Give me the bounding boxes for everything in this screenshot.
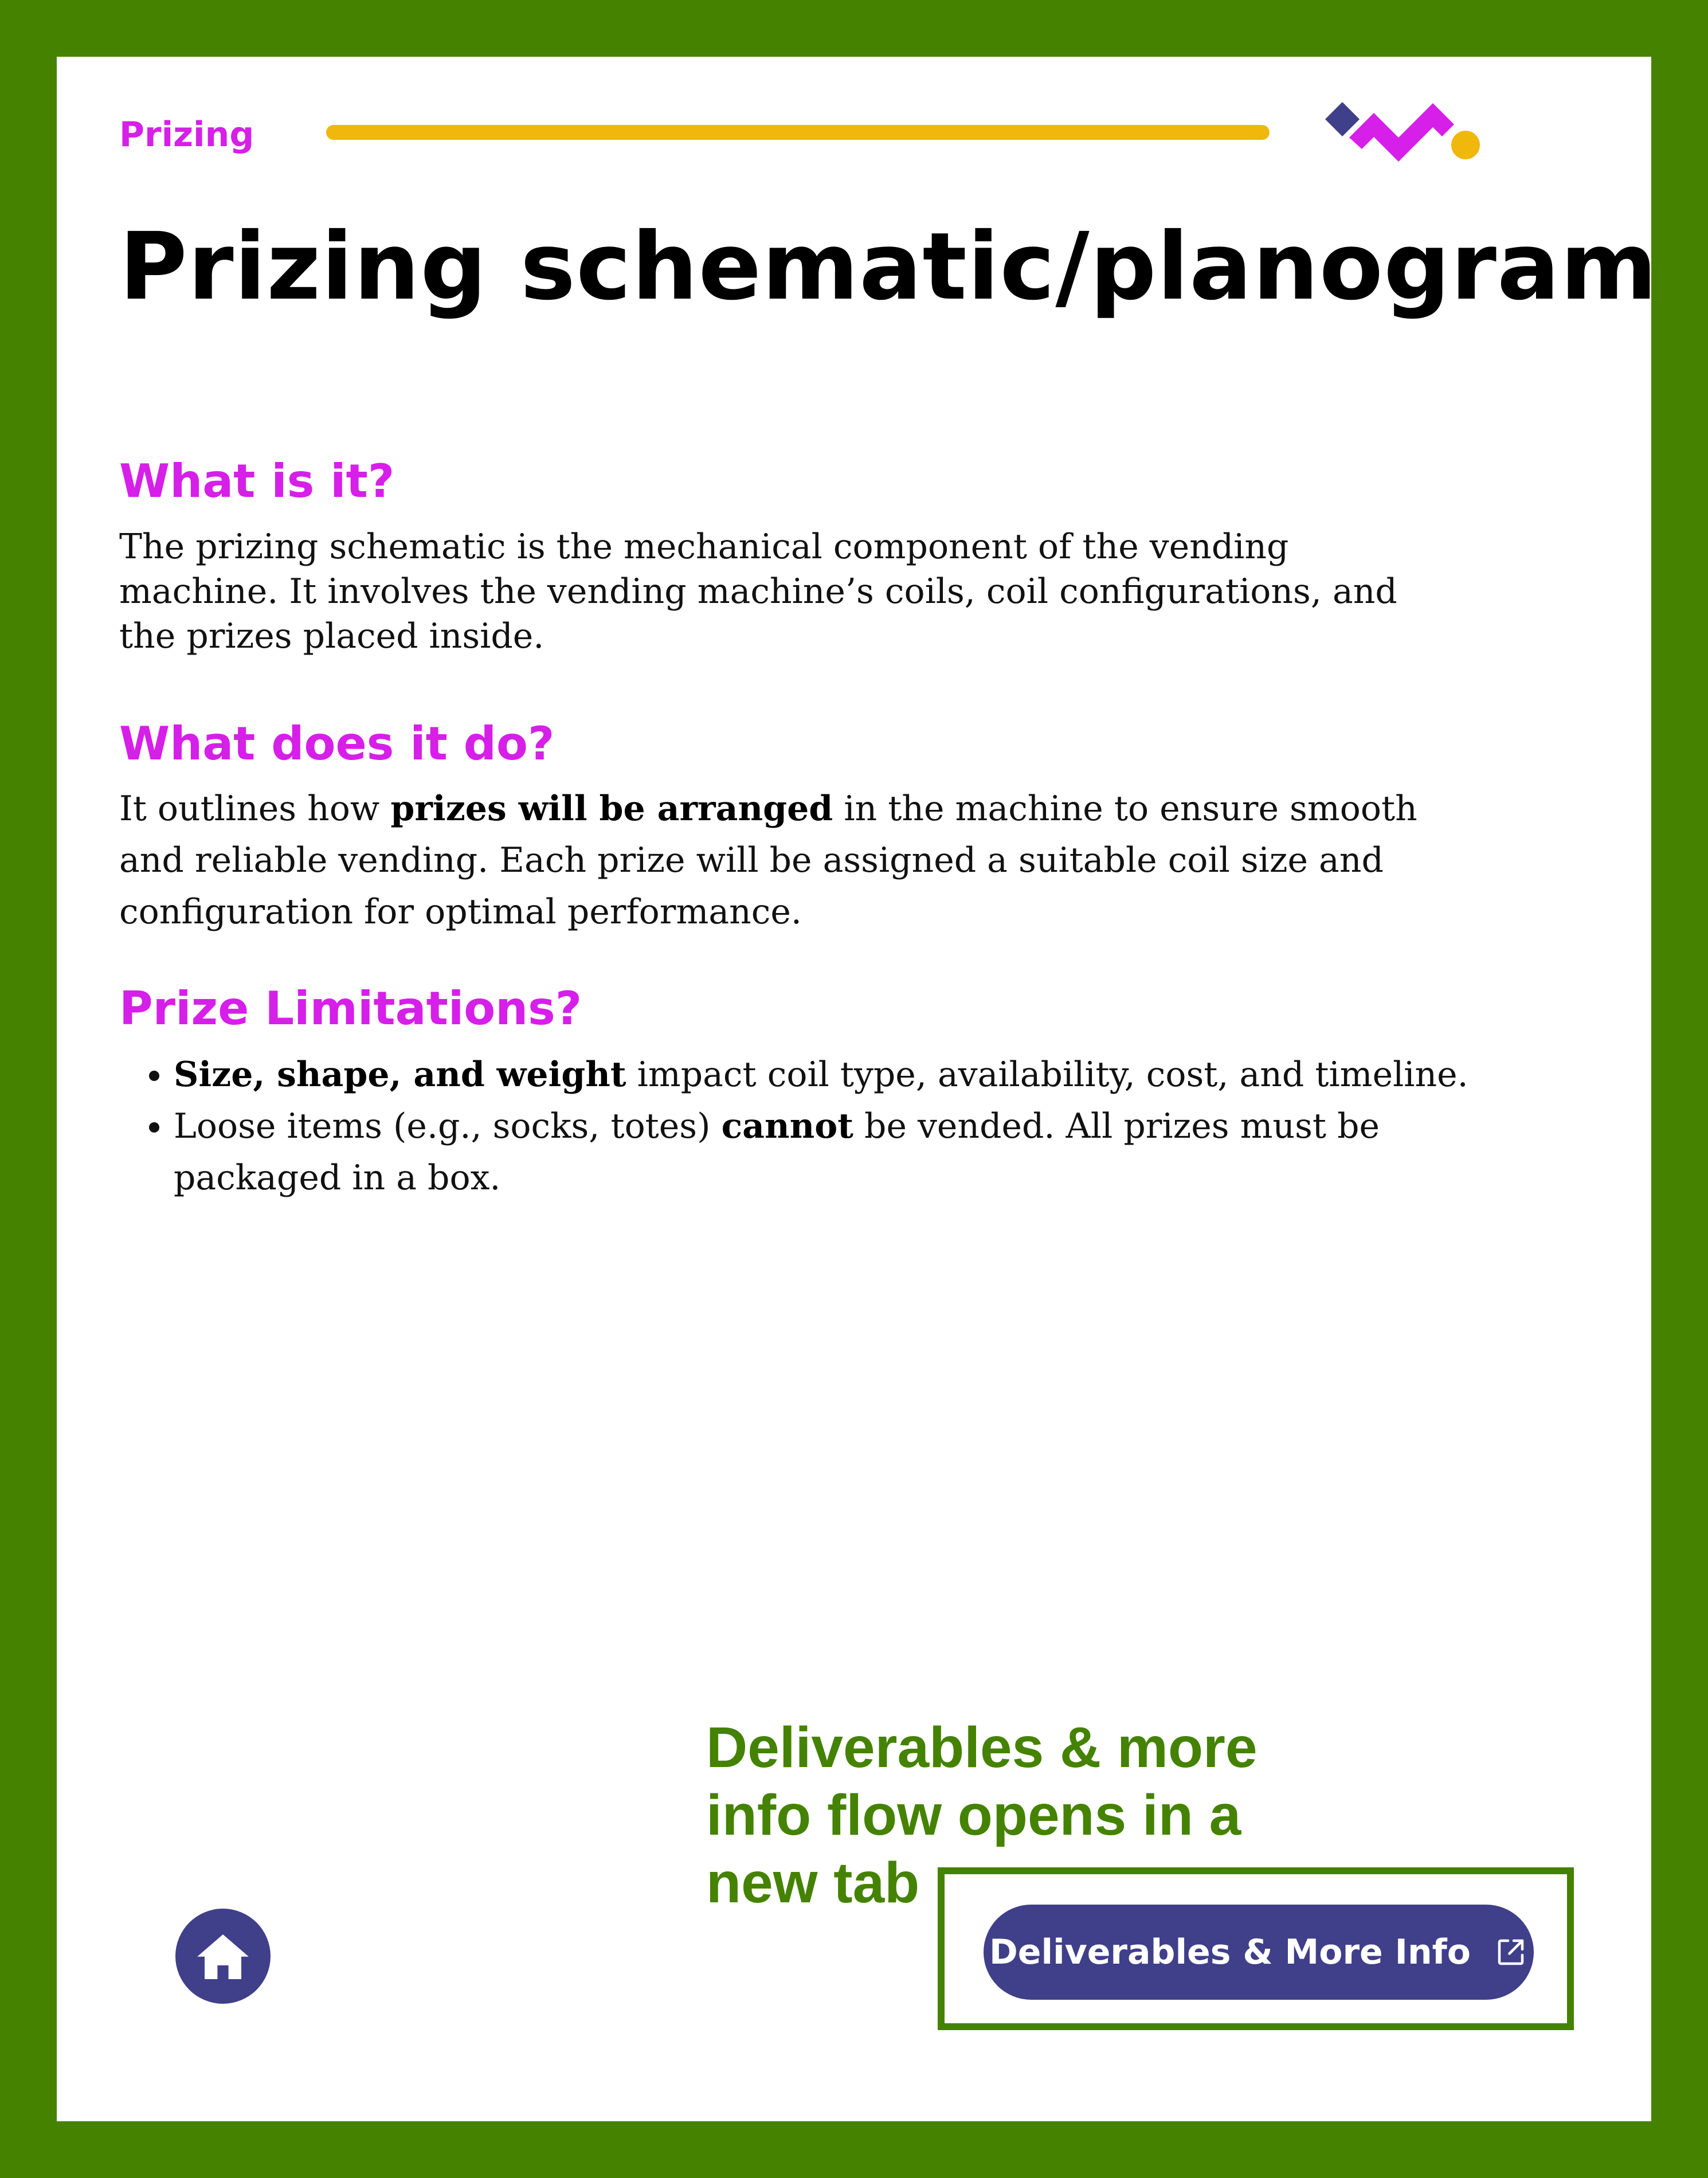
deliverables-button-label: Deliverables & More Info <box>989 1932 1471 1972</box>
body-what-does-it-do <box>119 783 1455 938</box>
list-item-text: impact coil type, availability, cost, and timeline. <box>626 1055 1468 1095</box>
home-button[interactable] <box>175 1909 271 2004</box>
header-divider <box>326 125 1270 140</box>
limitations-list <box>119 1049 1538 1204</box>
list-item <box>174 1100 1538 1204</box>
deliverables-button[interactable] <box>984 1905 1534 2000</box>
body-text-bold: prizes will be arranged <box>390 789 833 829</box>
section-tag: Prizing <box>119 115 254 155</box>
annotation-note: Deliverables & more info flow opens in a new tab <box>706 1715 1258 1915</box>
brand-logo-icon <box>1325 97 1480 166</box>
list-item-text: be vended. All prizes must be packaged in a box. <box>174 1106 1380 1198</box>
heading-what-does-it-do: What does it do? <box>119 717 555 770</box>
list-item-bold: Size, shape, and weight <box>174 1055 626 1095</box>
list-item-bold: cannot <box>721 1106 853 1146</box>
external-link-icon <box>1494 1935 1528 1969</box>
body-text-post: in the machine to ensure smooth and reliable vending. Each prize will be assigned a suitable coil size and configuration for optimal performance. <box>119 789 1417 932</box>
body-what-is-it: The prizing schematic is the mechanical component of the vending machine. It involves the vending machine’s coils, coil configurations, and the prizes placed inside. <box>119 527 1397 656</box>
page-title: Prizing schematic/planogram <box>119 213 1658 321</box>
heading-prize-limitations: Prize Limitations? <box>119 982 582 1035</box>
list-item-text: Loose items (e.g., socks, totes) <box>174 1106 722 1146</box>
home-icon <box>195 1931 250 1981</box>
heading-what-is-it: What is it? <box>119 455 395 508</box>
list-item <box>174 1049 1538 1100</box>
body-text-pre: It outlines how <box>119 789 391 829</box>
